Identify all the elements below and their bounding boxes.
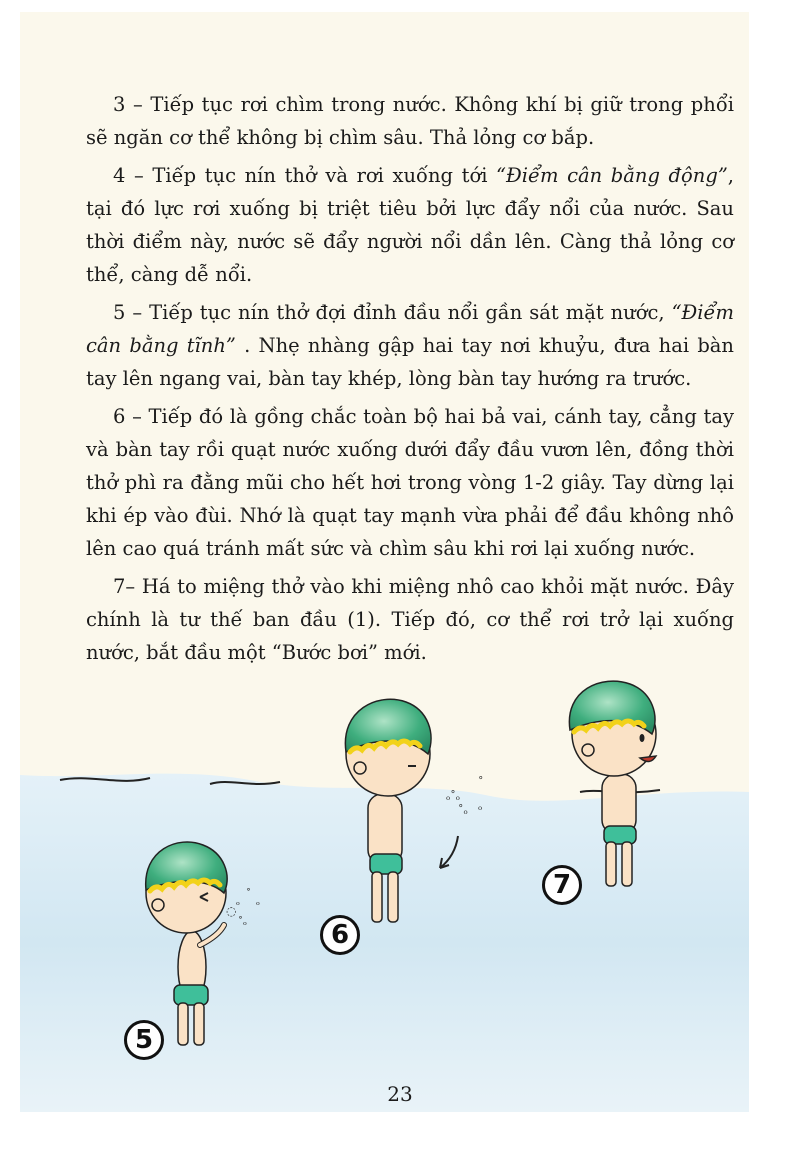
svg-text:˚ₒ: ˚ₒ (238, 917, 247, 928)
swimming-illustration (20, 670, 749, 1112)
paragraph-step-4 (86, 159, 734, 291)
paragraph-step-7 (86, 570, 734, 669)
page-number: 23 (387, 1082, 413, 1106)
svg-text:ₒ: ₒ (478, 800, 483, 813)
term-static-balance: “Điểm cân bằng tĩnh” (86, 301, 734, 357)
body-text (86, 88, 734, 674)
paragraph-text: 7– Há to miệng thở vào khi miệng nhô cao khỏi mặt nước. Đây chính là tư thế ban đầu (1). Tiếp đó, cơ thể rơi trở lại xuống nước, bắt đầu một “Bước bơi” mới. (86, 575, 734, 664)
paragraph-step-6 (86, 400, 734, 565)
term-dynamic-balance: “Điểm cân bằng động” (496, 164, 728, 187)
svg-text:˚ₒ: ˚ₒ (458, 804, 468, 817)
paragraph-step-3 (86, 88, 734, 154)
paragraph-step-5 (86, 296, 734, 395)
svg-text:˚: ˚ (478, 776, 484, 789)
paragraph-text: , tại đó lực rơi xuống bị triệt tiêu bởi lực đẩy nổi của nước. Sau thời điểm này, nước sẽ đẩy người nổi dần lên. Càng thả lỏng cơ thể, càng dễ nổi. (86, 164, 734, 286)
svg-text:˚: ˚ (246, 889, 251, 900)
step-number-6: 6 (320, 915, 360, 955)
paragraph-text: 6 – Tiếp đó là gồng chắc toàn bộ hai bả vai, cánh tay, cẳng tay và bàn tay rồi quạt nước xuống dưới đẩy đầu vươn lên, đồng thời thở phì ra đằng mũi cho hết hơi trong vòng 1-2 giây. Tay dừng lại khi ép vào đùi. Nhớ là quạt tay mạnh vừa phải để đầu không nhô lên cao quá tránh mất sức và chìm sâu khi rơi lại xuống nước. (86, 405, 734, 560)
paragraph-text: 4 – Tiếp tục nín thở và rơi xuống tới (113, 164, 497, 187)
svg-text:ₒ: ₒ (236, 897, 240, 908)
paragraph-text: 5 – Tiếp tục nín thở đợi đỉnh đầu nổi gần sát mặt nước, (113, 301, 672, 324)
step-number-7: 7 (542, 865, 582, 905)
svg-text:◌: ◌ (226, 904, 237, 918)
svg-text:ₒ˚ₒ: ₒ˚ₒ (446, 790, 460, 803)
paragraph-text: . Nhẹ nhàng gập hai tay nơi khuỷu, đưa hai bàn tay lên ngang vai, bàn tay khép, lòng bàn tay hướng ra trước. (86, 334, 734, 390)
step-number-5: 5 (124, 1020, 164, 1060)
svg-text:ₒ: ₒ (256, 897, 260, 908)
paragraph-text: 3 – Tiếp tục rơi chìm trong nước. Không khí bị giữ trong phổi sẽ ngăn cơ thể không bị chìm sâu. Thả lỏng cơ bắp. (86, 93, 734, 149)
